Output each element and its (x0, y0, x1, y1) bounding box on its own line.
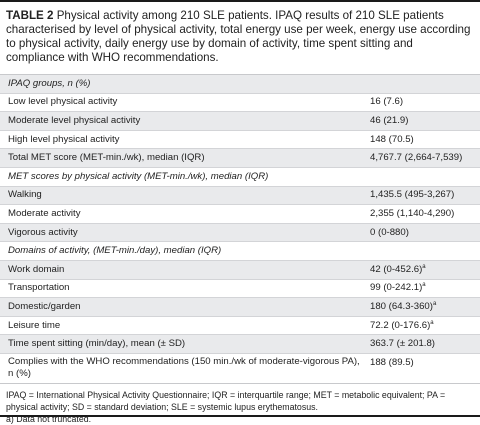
footnote-line: a) Data not truncated. (6, 413, 92, 424)
table-row (0, 260, 480, 279)
row-label: High level physical activity (8, 133, 120, 145)
row-value (364, 134, 480, 146)
row-value (364, 227, 480, 239)
table-row (0, 130, 480, 149)
row-value (364, 115, 480, 127)
row-label: Total MET score (MET-min./wk), median (IQR) (8, 152, 205, 164)
row-label: Complies with the WHO recommendations (150 min./wk of moderate-vigorous PA), n (%) (8, 356, 360, 380)
row-value-text: 46 (21.9) (370, 114, 409, 126)
data-table (0, 74, 480, 383)
row-value (364, 338, 480, 350)
row-value-text: 180 (64.3-360) (370, 300, 433, 312)
row-value (364, 354, 480, 369)
table-row (0, 111, 480, 130)
row-label: Work domain (8, 263, 65, 275)
row-value (364, 264, 480, 276)
row-value (364, 282, 480, 294)
row-value-text: 99 (0-242.1) (370, 282, 423, 294)
row-value (364, 320, 480, 332)
row-label: Low level physical activity (8, 96, 118, 108)
footnote-marker: a (432, 300, 437, 307)
row-label: Domestic/garden (8, 300, 81, 312)
row-value-text: 72.2 (0-176.6) (370, 319, 431, 331)
table-footnotes (0, 383, 480, 425)
row-label: Transportation (8, 282, 70, 294)
row-value (364, 96, 480, 108)
row-label: Leisure time (8, 319, 61, 331)
row-label: Vigorous activity (8, 226, 78, 238)
table-row (0, 223, 480, 242)
table-section-header (0, 241, 480, 260)
row-value (364, 152, 480, 164)
row-value-text: 42 (0-452.6) (370, 263, 423, 275)
table-row (0, 334, 480, 353)
row-value (364, 208, 480, 220)
footnote-marker: a (422, 263, 426, 270)
table-row (0, 186, 480, 205)
row-value (364, 189, 480, 201)
row-value-text: 148 (70.5) (370, 133, 414, 145)
table-row (0, 353, 480, 383)
row-value-text: 4,767.7 (2,664-7,539) (370, 152, 463, 164)
table-row (0, 297, 480, 316)
table-section-header (0, 74, 480, 93)
row-label: Moderate level physical activity (8, 114, 141, 126)
table-label: TABLE 2 (6, 9, 54, 22)
table-row (0, 204, 480, 223)
footnote-line: IPAQ = International Physical Activity Questionnaire; IQR = interquartile range; MET = metabolic equivalent; PA = physical activity; SD = standard deviation; SLE = systemic lupus erythematosus. (6, 389, 446, 412)
row-label: Walking (8, 189, 42, 201)
table-row (0, 316, 480, 335)
table-row (0, 148, 480, 167)
row-label: Time spent sitting (min/day), mean (± SD) (8, 338, 186, 350)
row-value-text: 2,355 (1,140-4,290) (370, 207, 455, 219)
row-value-text: 0 (0-880) (370, 226, 409, 238)
row-value-text: 188 (89.5) (370, 356, 414, 368)
row-value-text: 1,435.5 (495-3,267) (370, 189, 455, 201)
footnote-marker: a (430, 319, 434, 326)
section-label: MET scores by physical activity (MET-min./wk), median (IQR) (8, 170, 269, 182)
table-row (0, 279, 480, 298)
section-label: IPAQ groups, n (%) (8, 77, 91, 89)
section-label: Domains of activity, (MET-min./day), median (IQR) (8, 245, 222, 257)
table-caption (0, 2, 480, 74)
table-row (0, 93, 480, 112)
row-label: Moderate activity (8, 207, 81, 219)
row-value-text: 16 (7.6) (370, 96, 404, 108)
row-value (364, 301, 480, 313)
caption-text: Physical activity among 210 SLE patients. IPAQ results of 210 SLE patients characterised by level of physical activity, total energy use per week, energy use according to physical activity, daily energy use by domain of activity, time spent sitting and compliance with WHO recommendations. (6, 9, 471, 64)
footnote-marker: a (422, 282, 426, 289)
table-section-header (0, 167, 480, 186)
row-value-text: 363.7 (± 201.8) (370, 338, 436, 350)
